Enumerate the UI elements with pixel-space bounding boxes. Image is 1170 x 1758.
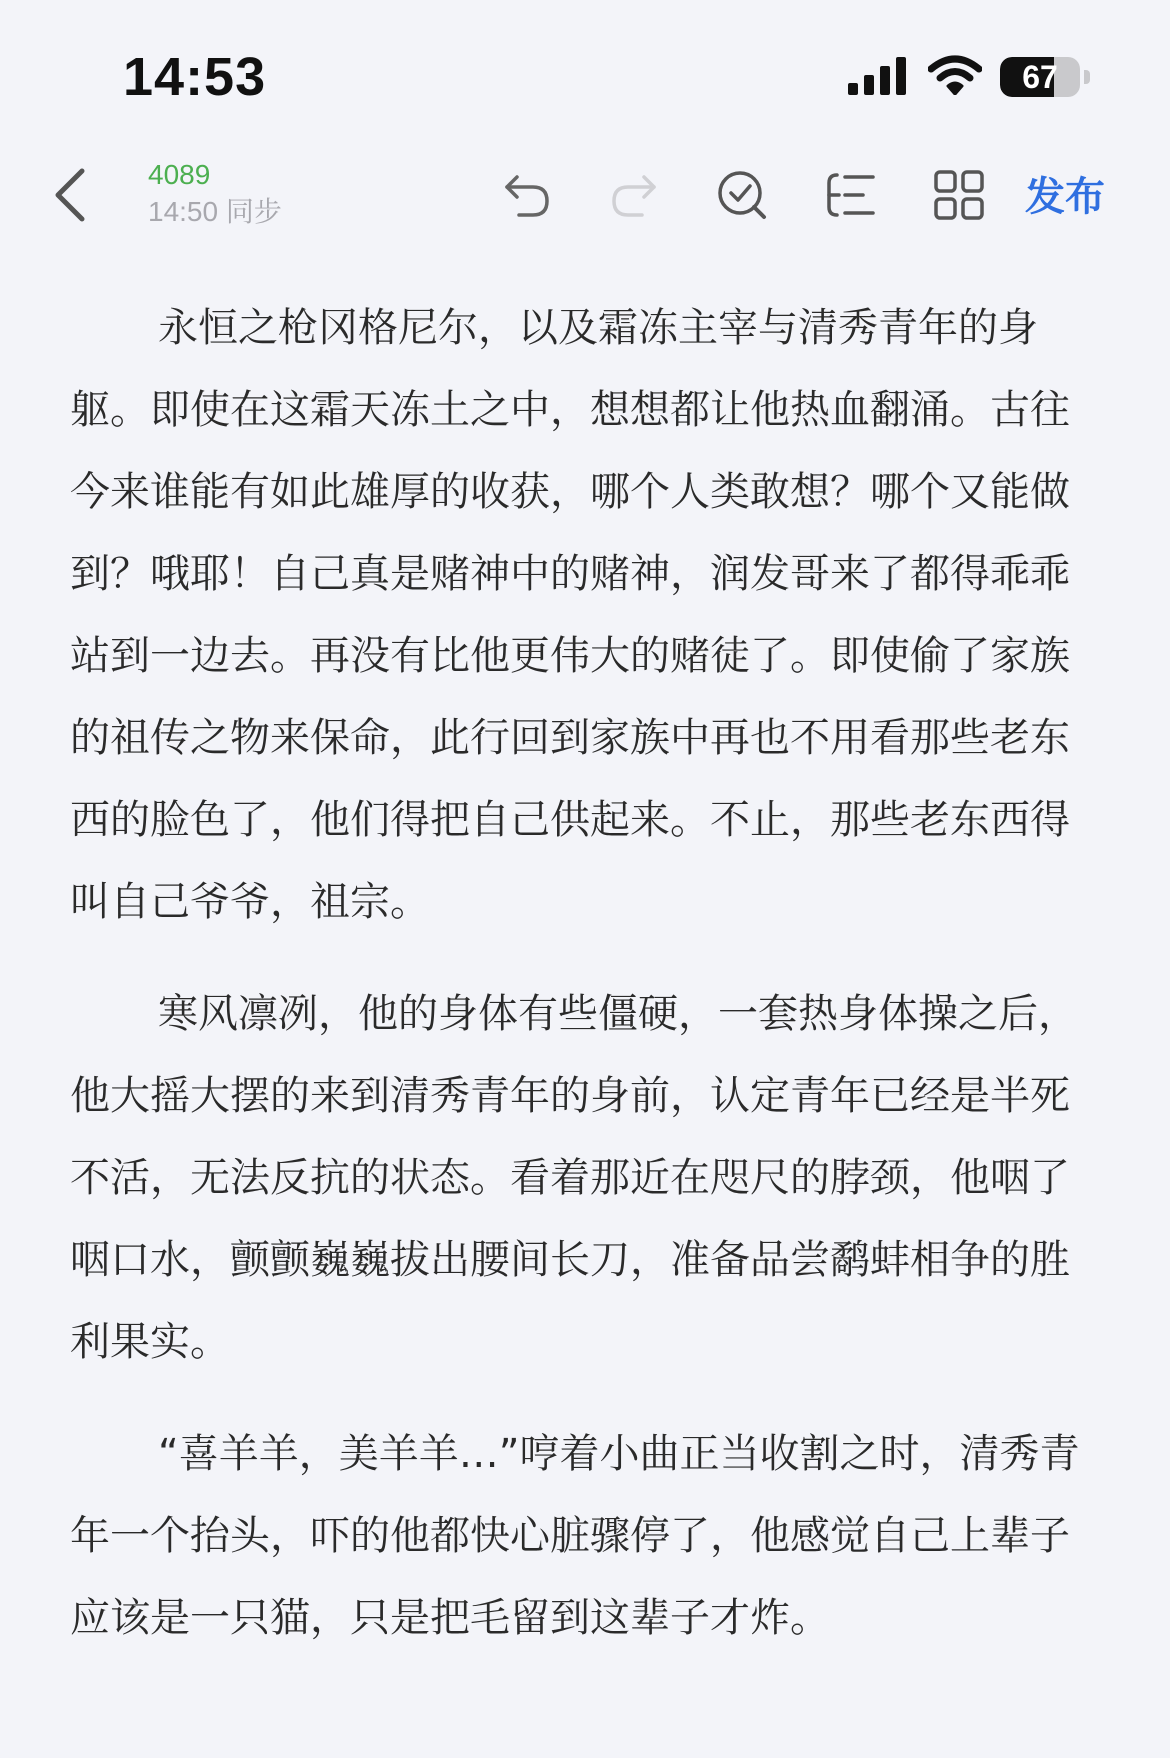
cellular-signal-icon	[848, 55, 910, 99]
paragraph: 寒风凛冽，他的身体有些僵硬，一套热身体操之后，他大摇大摆的来到清秀青年的身前，认定青年已经是半死不活，无法反抗的状态。看着那近在咫尺的脖颈，他咽了咽口水，颤颤巍巍拔出腰间长刀，准备品尝鹬蚌相争的胜利果实。	[70, 991, 1078, 1365]
wifi-icon	[928, 55, 982, 99]
battery-icon	[1000, 57, 1080, 97]
status-bar	[0, 0, 1170, 150]
battery-cap	[1084, 70, 1090, 84]
status-time: 14:53	[123, 47, 267, 107]
check-button[interactable]	[712, 164, 772, 230]
paragraph: 永恒之枪冈格尼尔，以及霜冻主宰与清秀青年的身躯。即使在这霜天冻土之中，想想都让他热血翻涌。古往今来谁能有如此雄厚的收获，哪个人类敢想？哪个又能做到？哦耶！自己真是赌神中的赌神，润发哥来了都得乖乖站到一边去。再没有比他更伟大的赌徒了。即使偷了家族的祖传之物来保命，此行回到家族中再也不用看那些老东西的脸色了，他们得把自己供起来。不止，那些老东西得叫自己爷爷，祖宗。	[70, 305, 1070, 925]
sync-status: 14:50 同步	[148, 196, 282, 227]
doc-meta	[148, 158, 282, 232]
undo-icon	[501, 169, 553, 225]
status-icons	[848, 54, 1090, 100]
word-count: 4089	[148, 159, 211, 190]
back-button[interactable]	[40, 164, 100, 230]
battery-level: 67	[1022, 59, 1058, 95]
redo-icon	[608, 169, 660, 225]
outline-button[interactable]	[821, 164, 881, 230]
paragraph: “喜羊羊，美羊羊…”哼着小曲正当收割之时，清秀青年一个抬头，吓的他都快心脏骤停了，他感觉自己上辈子应该是一只猫，只是把毛留到这辈子才炸。	[70, 1431, 1080, 1641]
publish-button[interactable]: 发布	[1025, 174, 1105, 220]
editor-toolbar	[0, 150, 1170, 250]
check-circle-search-icon	[714, 167, 770, 227]
grid-icon	[932, 168, 986, 226]
outline-list-icon	[823, 169, 879, 225]
grid-button[interactable]	[929, 164, 989, 230]
chevron-left-icon	[52, 167, 88, 227]
editor-content[interactable]	[70, 287, 1105, 1659]
redo-button[interactable]	[604, 164, 664, 230]
undo-button[interactable]	[497, 164, 557, 230]
